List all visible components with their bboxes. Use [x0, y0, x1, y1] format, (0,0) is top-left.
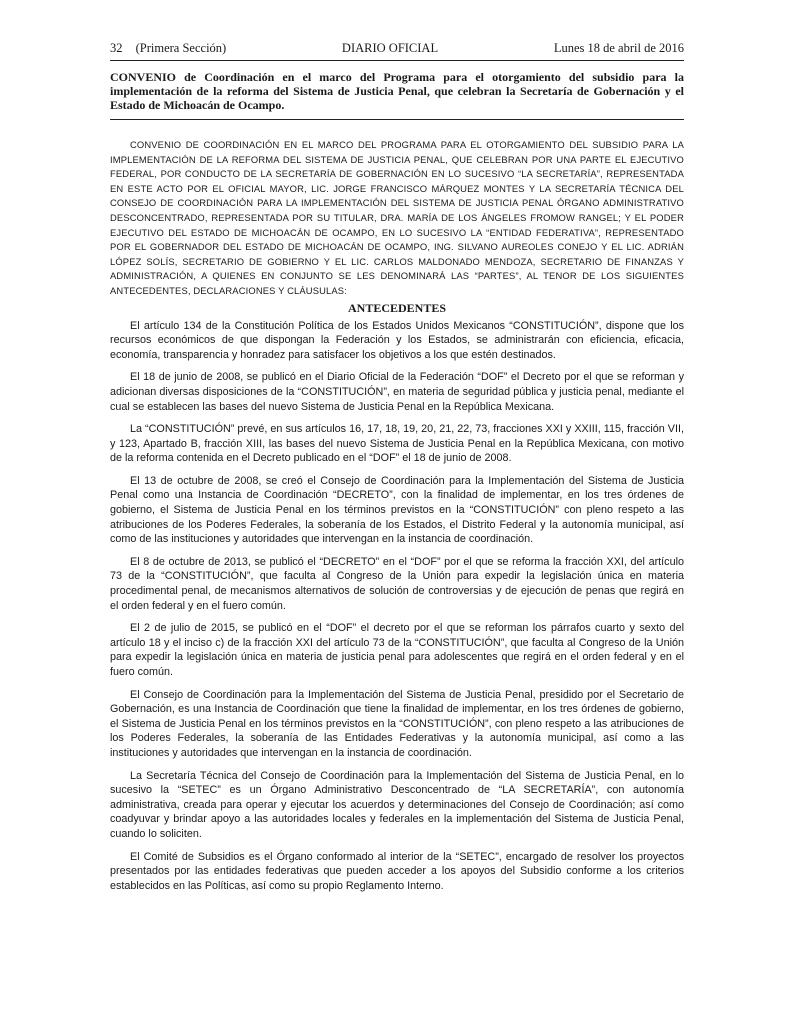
page-number: 32 [110, 41, 123, 55]
paragraph: El Consejo de Coordinación para la Implementación del Sistema de Justicia Penal, presidido por el Secretario de Gobernación, es una Instancia de Coordinación que tiene la finalidad de implementar, en los tres órdenes de gobierno, el Sistema de Justicia Penal en los términos previstos en la “CONSTITUCIÓN”, con pleno respeto a las atribuciones de los Poderes Federales, la soberanía de las Entidades Federativas y la autonomía municipal, así como a las instituciones y autoridades que intervengan en la instancia de coordinación. [110, 688, 684, 759]
paragraph: El 2 de julio de 2015, se publicó en el “DOF” el decreto por el que se reforman los párrafos cuarto y sexto del artículo 18 y el inciso c) de la fracción XXI del artículo 73 de la “CONSTITUCIÓN”, que faculta al Congreso de la Unión para expedir la legislación única en materia de justicia penal para adolescentes que regirá en el orden federal y en el fuero común. [110, 622, 684, 678]
section-label: (Primera Sección) [135, 41, 227, 55]
page-header [110, 40, 684, 61]
publication-date: Lunes 18 de abril de 2016 [553, 41, 684, 55]
antecedentes-body [110, 319, 684, 894]
paragraph: La “CONSTITUCIÓN” prevé, en sus artículos 16, 17, 18, 19, 20, 21, 22, 73, fracciones XXI y XXIII, 115, fracción VII, y 123, Apartado B, fracción XIII, las bases del nuevo Sistema de Justicia Penal en la República Mexicana, con motivo de la reforma contenida en el Decreto publicado en el “DOF” el 18 de junio de 2008. [110, 423, 684, 465]
publication-name: DIARIO OFICIAL [341, 41, 439, 55]
section-heading-antecedentes: ANTECEDENTES [347, 300, 447, 315]
preamble-paragraph: CONVENIO DE COORDINACIÓN EN EL MARCO DEL PROGRAMA PARA EL OTORGAMIENTO DEL SUBSIDIO PARA LA IMPLEMENTACIÓN DE LA REFORMA DEL SISTEMA DE JUSTICIA PENAL, QUE CELEBRAN POR UNA PARTE EL EJECUTIVO FEDERAL, POR CONDUCTO DE LA SECRETARÍA DE GOBERNACIÓN EN LO SUCESIVO “LA SECRETARÍA”, REPRESENTADA EN ESTE ACTO POR EL OFICIAL MAYOR, LIC. JORGE FRANCISCO MÁRQUEZ MONTES Y LA SECRETARÍA TÉCNICA DEL CONSEJO DE COORDINACIÓN PARA LA IMPLEMENTACIÓN DEL SISTEMA DE JUSTICIA PENAL ÓRGANO ADMINISTRATIVO DESCONCENTRADO, REPRESENTADA POR SU TITULAR, DRA. MARÍA DE LOS ÁNGELES FROMOW RANGEL; Y EL PODER EJECUTIVO DEL ESTADO DE MICHOACÁN DE OCAMPO, EN LO SUCESIVO LA “ENTIDAD FEDERATIVA”, REPRESENTADO POR EL GOBERNADOR DEL ESTADO DE MICHOACÁN DE OCAMPO, ING. SILVANO AUREOLES CONEJO Y EL LIC. ADRIÁN LÓPEZ SOLÍS, SECRETARIO DE GOBIERNO Y EL LIC. CARLOS MALDONADO MENDOZA, SECRETARIO DE FINANZAS Y ADMINISTRACIÓN, A QUIENES EN CONJUNTO SE LES DENOMINARÁ LAS “PARTES”, AL TENOR DE LOS SIGUIENTES ANTECEDENTES, DECLARACIONES Y CLÁUSULAS: [110, 139, 684, 296]
paragraph: El 13 de octubre de 2008, se creó el Consejo de Coordinación para la Implementación del Sistema de Justicia Penal como una Instancia de Coordinación “DECRETO”, con la finalidad de implementar, en los tres órdenes de gobierno, el Sistema de Justicia Penal en los términos previstos en la “CONSTITUCIÓN” con pleno respeto a las atribuciones de los Poderes Federales, la soberanía de los Estados, el Distrito Federal y la autonomía municipal, así como de las instituciones y autoridades que intervengan en la instancia de coordinación. [110, 474, 684, 546]
document-page [110, 40, 684, 901]
header-left [110, 40, 226, 56]
document-title: CONVENIO de Coordinación en el marco del Programa para el otorgamiento del subsidio para la implementación de la reforma del Sistema de Justicia Penal, que celebran la Secretaría de Gobernación y el Estado de Michoacán de Ocampo. [110, 61, 684, 120]
paragraph: El Comité de Subsidios es el Órgano conformado al interior de la “SETEC”, encargado de resolver los proyectos presentados por las entidades federativas que pueden acceder a los apoyos del Subsidio conforme a los criterios establecidos en las Políticas, así como su propio Reglamento Interno. [110, 850, 684, 892]
paragraph: El 18 de junio de 2008, se publicó en el Diario Oficial de la Federación “DOF” el Decreto por el que se reforman y adicionan diversas disposiciones de la “CONSTITUCIÓN”, en materia de seguridad pública y justicia penal, mediante el cual se establecen las bases del nuevo Sistema de Justicia Penal en la República Mexicana. [110, 371, 684, 413]
paragraph: La Secretaría Técnica del Consejo de Coordinación para la Implementación del Sistema de Justicia Penal, en lo sucesivo la “SETEC” es un Órgano Administrativo Desconcentrado de “LA SECRETARÍA”, con autonomía administrativa, creada para operar y ejecutar los acuerdos y determinaciones del Consejo de Coordinación; así como coadyuvar y brindar apoyo a las autoridades locales y federales en la implementación del Sistema de Justicia Penal, cuando lo soliciten. [110, 769, 684, 840]
paragraph: El 8 de octubre de 2013, se publicó el “DECRETO” en el “DOF” por el que se reforma la fracción XXI, del artículo 73 de la “CONSTITUCIÓN”, que faculta al Congreso de la Unión para expedir la legislación única en materia procedimental penal, de mecanismos alternativos de solución de controversias y de ejecución de penas que regirá en el orden federal y en el fuero común. [110, 555, 684, 612]
paragraph: El artículo 134 de la Constitución Política de los Estados Unidos Mexicanos “CONSTITUCIÓN”, dispone que los recursos económicos de que dispongan la Federación y los Estados, se administrarán con eficiencia, eficacia, economía, transparencia y honradez para satisfacer los objetivos a los que estén destinados. [110, 319, 684, 361]
